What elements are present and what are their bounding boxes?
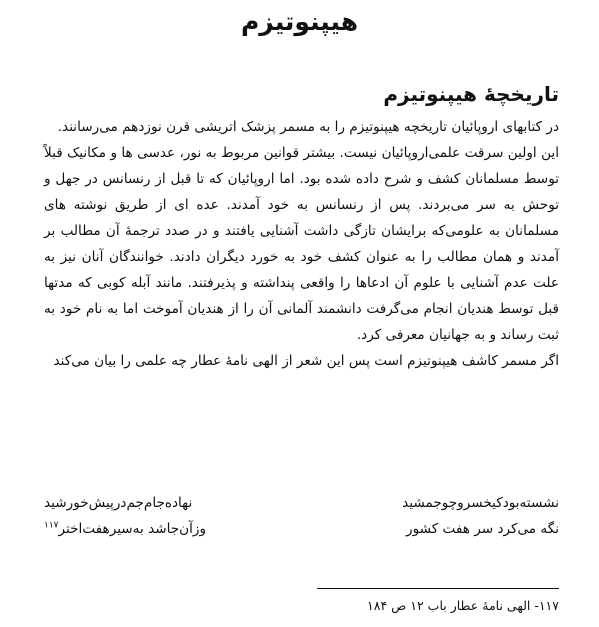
- footnote-mark: ۱۱۷: [44, 520, 59, 531]
- section-heading: تاریخچهٔ هیپنوتیزم: [383, 82, 559, 106]
- poem-verse: [44, 490, 559, 516]
- poem-hemistich-right: نشسته‌بودکیخسروچوجمشید: [402, 495, 559, 511]
- poem-hemistich-left-text: وزآن‌جاشد به‌سیرهفت‌اختر: [58, 521, 207, 537]
- poem-hemistich-right: نگه می‌کرد سر هفت کشور: [406, 521, 559, 537]
- paragraph-1: در کتابهای اروپائیان تاریخچه هیپنوتیزم را به مسمر پزشک اتریشی قرن نوزدهم می‌رسانند.: [57, 119, 559, 135]
- paragraph-2: این اولین سرقت علمی‌اروپائیان نیست. بیشتر قوانین مربوط به نور، عدسی ها و مکانیک قبلاً توسط مسلمانان کشف و شرح داده شده بود. اما اروپائیان که تا قبل از رنسانس در جهل و توحش به سر می‌بردند. پس از رنسانس به خود آمدند. عده ای از طریق نوشته های مسلمانان به علومی‌که برایشان تازگی داشت آشنایی یافتند و در صدد ترجمهٔ آن مطالب بر آمدند و همان مطالب را به عنوان کشف خود به خورد دیگران دادند. خوانندگان آنان نیز به علت عدم آشنایی با علوم آن ادعاها را واقعی پنداشته و پذیرفتند. مانند آبله کوبی که مدتها قبل توسط هندیان انجام می‌گرفت دانشمند آلمانی آن را از هندیان آموخت اما به نام خود به ثبت رساند و به جهانیان معرفی کرد.: [44, 145, 559, 343]
- poem-hemistich-left: [44, 490, 192, 516]
- poem-hemistich-left: [44, 516, 206, 542]
- body-text: [44, 114, 559, 374]
- footnote-divider: [317, 588, 559, 589]
- poem-hemistich-left-text: نهاده‌جام‌جم‌درپیش‌خورشید: [44, 495, 193, 511]
- poem-verse: [44, 516, 559, 542]
- footnote: ۱۱۷- الهی نامهٔ عطار باب ۱۲ ص ۱۸۴: [367, 598, 559, 613]
- poem: [44, 490, 559, 542]
- page-title: هیپنوتیزم: [240, 7, 359, 36]
- paragraph-3: اگر مسمر کاشف هیپنوتیزم است پس این شعر از الهی نامهٔ عطار چه علمی را بیان می‌کند: [53, 353, 559, 369]
